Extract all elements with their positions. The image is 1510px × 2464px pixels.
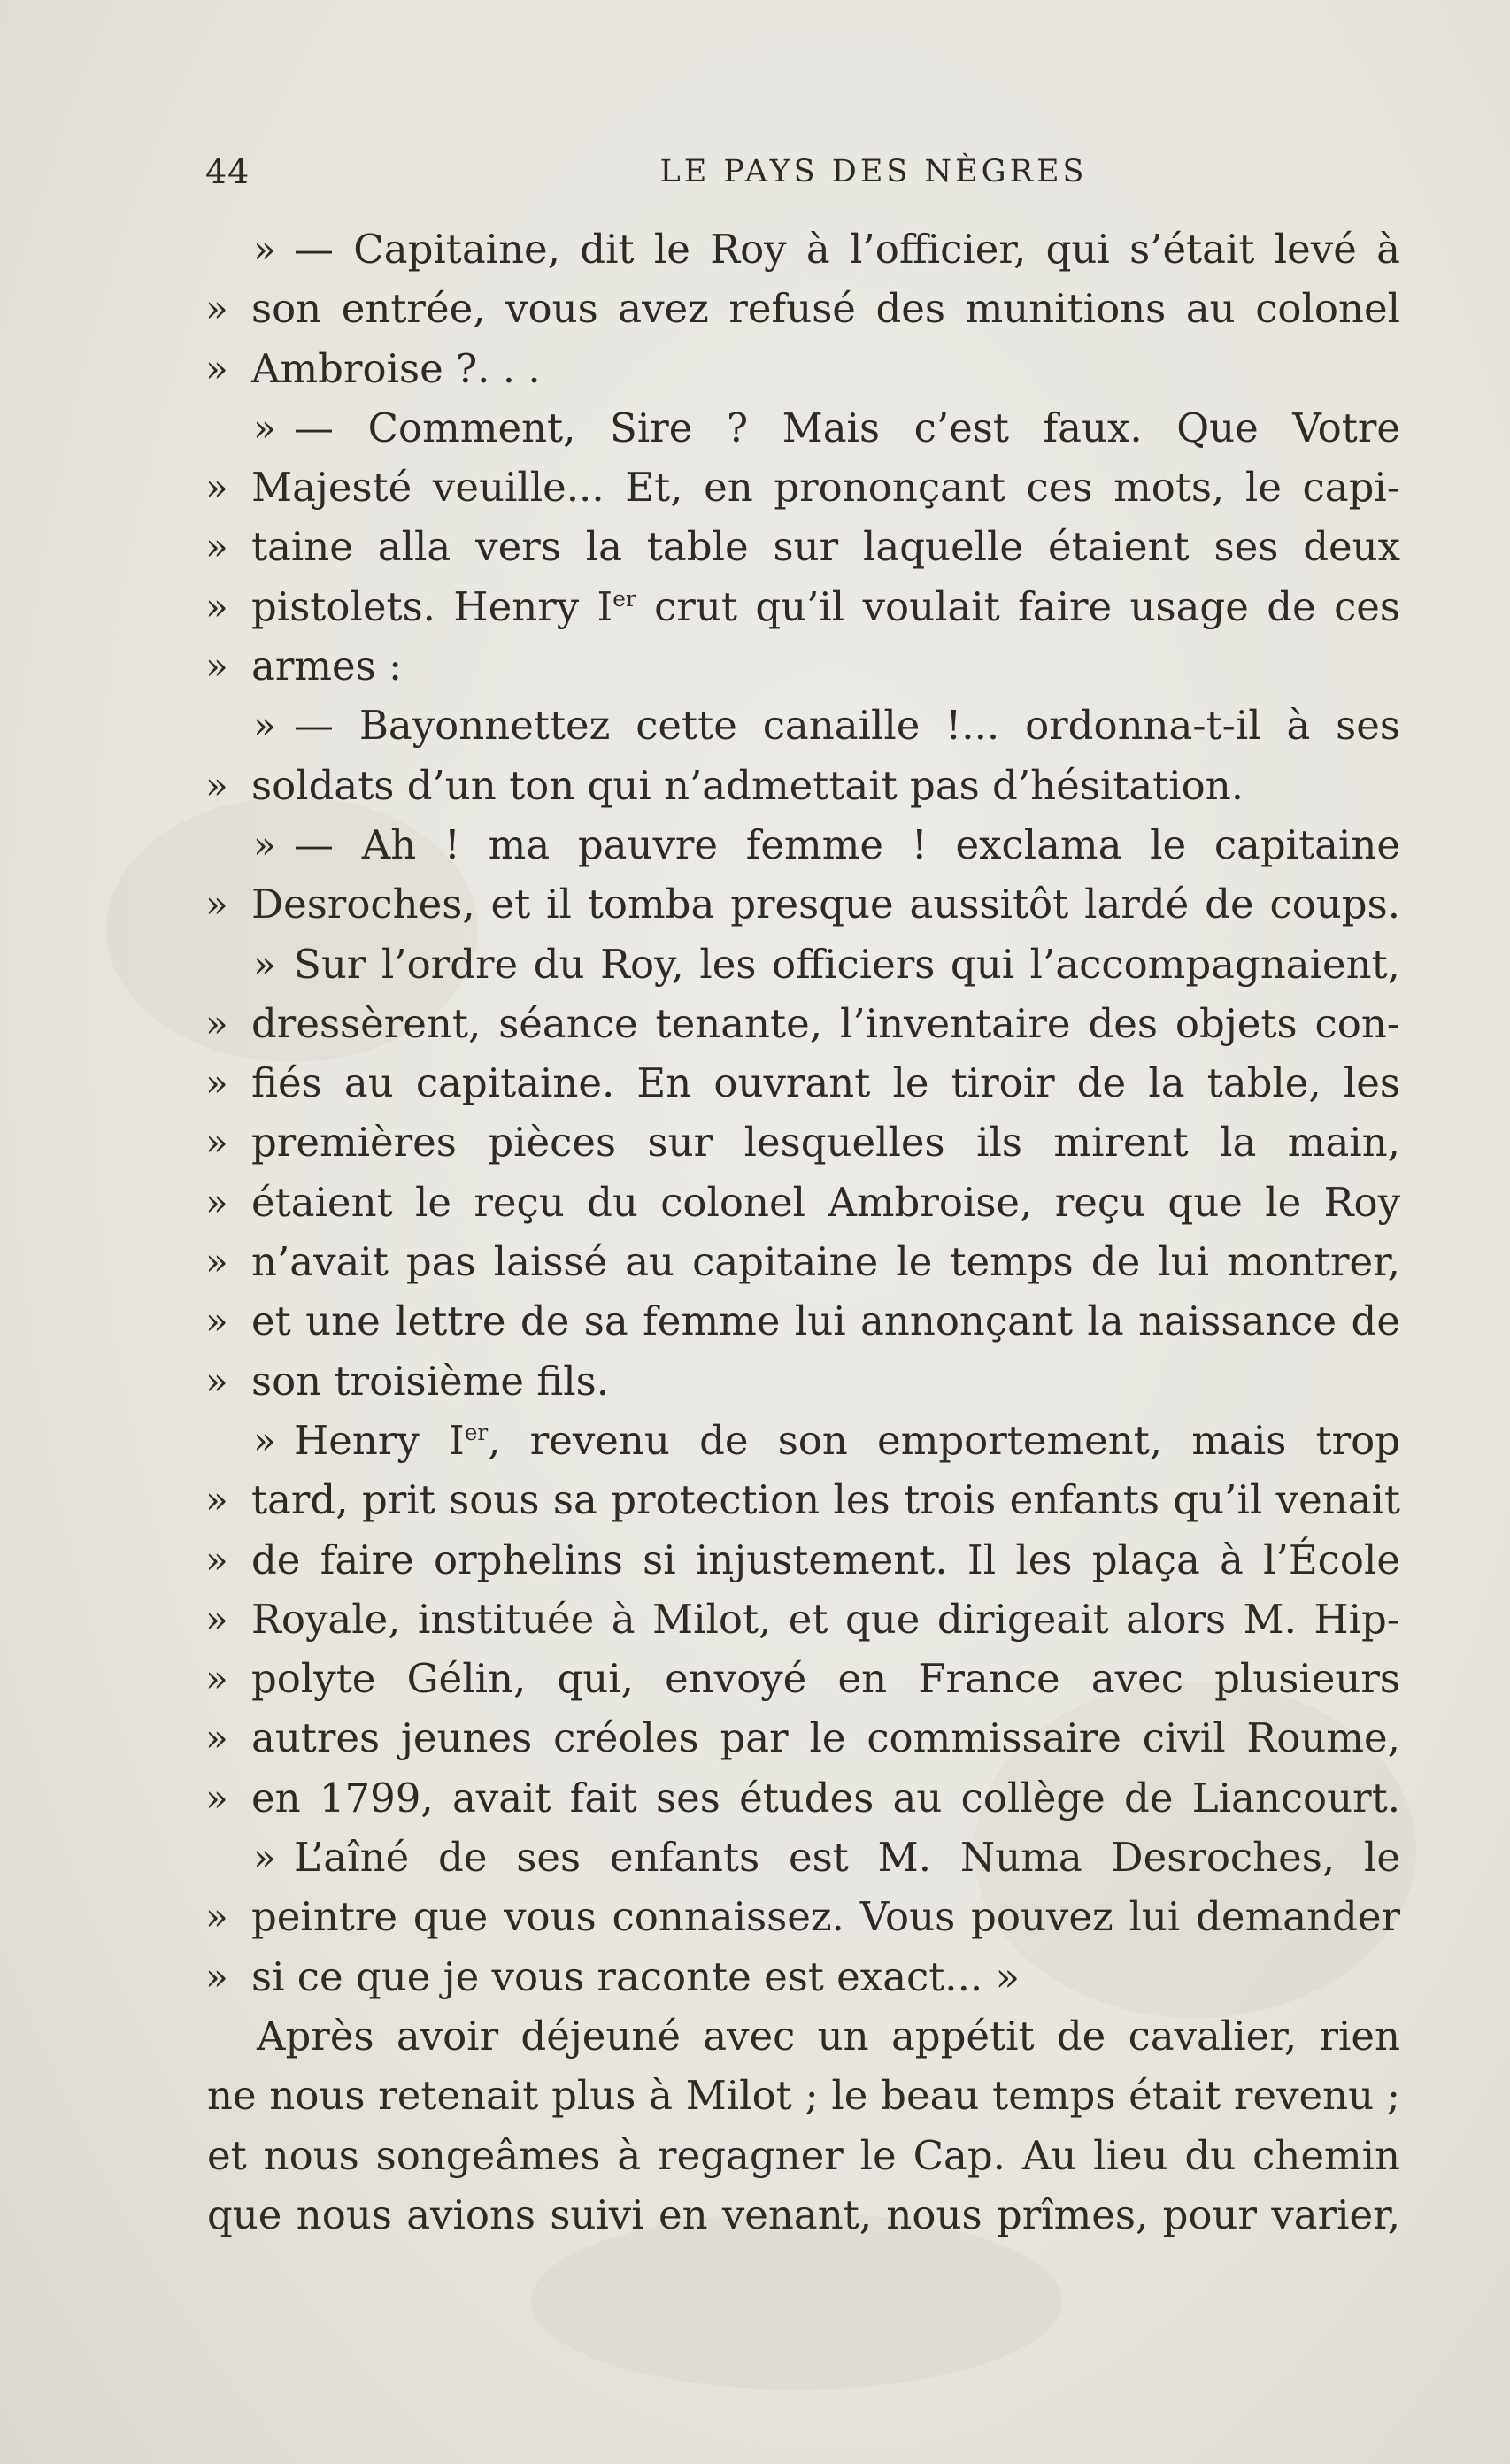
text-line bbox=[205, 1530, 1400, 1590]
line-text bbox=[251, 577, 1400, 636]
text-line bbox=[205, 2006, 1400, 2066]
text-line bbox=[205, 636, 1400, 696]
running-title: LE PAYS DES NÈGRES bbox=[659, 154, 1088, 189]
text-line bbox=[205, 1590, 1400, 1649]
line-text-part: crut qu’il voulait faire usage de ces bbox=[636, 582, 1400, 630]
text-line bbox=[205, 458, 1400, 517]
quote-mark: » bbox=[205, 1716, 228, 1760]
quote-mark: » bbox=[205, 346, 228, 390]
line-text: Sur l’ordre du Roy, les officiers qui l’accompagnaient, bbox=[294, 940, 1400, 988]
text-line bbox=[205, 696, 1400, 755]
line-text: dressèrent, séance tenante, l’inventaire des objets con- bbox=[251, 999, 1400, 1047]
quote-mark: » bbox=[205, 1120, 228, 1165]
text-line bbox=[205, 1411, 1400, 1470]
quote-mark: » bbox=[205, 1478, 228, 1522]
line-text: Royale, instituée à Milot, et que dirigeait alors M. Hip- bbox=[251, 1595, 1400, 1643]
line-text: premières pièces sur lesquelles ils mirent la main, bbox=[251, 1119, 1400, 1167]
line-text: et une lettre de sa femme lui annonçant la naissance de bbox=[251, 1297, 1400, 1345]
line-text: n’avait pas laissé au capitaine le temps de lui montrer, bbox=[251, 1238, 1400, 1286]
quote-mark: » bbox=[205, 882, 228, 927]
text-line bbox=[205, 339, 1400, 398]
quote-mark: » bbox=[205, 1061, 228, 1105]
quote-mark: » bbox=[253, 1836, 276, 1880]
line-text: — Ah ! ma pauvre femme ! exclama le capitaine bbox=[294, 820, 1400, 868]
line-text: étaient le reçu du colonel Ambroise, reçu que le Roy bbox=[251, 1178, 1400, 1226]
text-line bbox=[205, 219, 1400, 279]
quote-mark: » bbox=[205, 1895, 228, 1939]
line-text-part: Henry I bbox=[294, 1416, 465, 1464]
text-line bbox=[205, 756, 1400, 815]
quote-mark: » bbox=[253, 405, 276, 450]
superscript: er bbox=[612, 585, 636, 612]
line-text: Majesté veuille... Et, en prononçant ces mots, le capi- bbox=[251, 464, 1400, 512]
text-line bbox=[205, 398, 1400, 458]
quote-mark: » bbox=[205, 287, 228, 331]
text-line bbox=[205, 935, 1400, 994]
text-line bbox=[205, 517, 1400, 576]
text-line bbox=[205, 1351, 1400, 1411]
text-line bbox=[205, 1173, 1400, 1232]
line-text: Après avoir déjeuné avec un appétit de cavalier, rien bbox=[257, 2012, 1400, 2060]
line-text-part: , revenu de son emportement, mais trop bbox=[488, 1416, 1401, 1464]
text-line bbox=[205, 1470, 1400, 1529]
text-line bbox=[205, 1947, 1400, 2006]
line-text: si ce que je vous raconte est exact... » bbox=[251, 1952, 1021, 2000]
text-line bbox=[205, 874, 1400, 934]
text-line bbox=[205, 1708, 1400, 1767]
quote-mark: » bbox=[253, 942, 276, 986]
text-line bbox=[205, 1291, 1400, 1351]
line-text: tard, prit sous sa protection les trois enfants qu’il venait bbox=[251, 1476, 1400, 1524]
page-header bbox=[205, 152, 1400, 196]
line-text: Ambroise ?. . . bbox=[251, 344, 541, 392]
text-line bbox=[205, 2126, 1400, 2185]
quote-mark: » bbox=[205, 584, 228, 628]
text-line bbox=[205, 279, 1400, 338]
quote-mark: » bbox=[205, 1775, 228, 1820]
line-text: taine alla vers la table sur laquelle étaient ses deux bbox=[251, 523, 1400, 571]
page-number: 44 bbox=[205, 152, 250, 191]
line-text: fiés au capitaine. En ouvrant le tiroir de la table, les bbox=[251, 1059, 1400, 1107]
line-text: soldats d’un ton qui n’admettait pas d’hésitation. bbox=[251, 761, 1244, 809]
quote-mark: » bbox=[205, 1597, 228, 1641]
text-line bbox=[205, 1232, 1400, 1291]
line-text-part: pistolets. Henry I bbox=[251, 582, 613, 630]
quote-mark: » bbox=[205, 1180, 228, 1224]
line-text: son entrée, vous avez refusé des munitions au colonel bbox=[251, 285, 1400, 333]
text-line bbox=[205, 815, 1400, 874]
line-text: de faire orphelins si injustement. Il les plaça à l’École bbox=[251, 1536, 1400, 1583]
line-text: peintre que vous connaissez. Vous pouvez lui demander bbox=[251, 1893, 1400, 1941]
line-text: Desroches, et il tomba presque aussitôt lardé de coups. bbox=[251, 881, 1400, 928]
quote-mark: » bbox=[253, 227, 276, 271]
line-text: — Capitaine, dit le Roy à l’officier, qui s’était levé à bbox=[294, 226, 1400, 273]
text-line bbox=[205, 994, 1400, 1053]
quote-mark: » bbox=[205, 763, 228, 807]
line-text: en 1799, avait fait ses études au collège de Liancourt. bbox=[251, 1774, 1400, 1821]
quote-mark: » bbox=[205, 525, 228, 569]
text-line bbox=[205, 1768, 1400, 1828]
quote-mark: » bbox=[205, 1001, 228, 1045]
quote-mark: » bbox=[253, 1418, 276, 1462]
line-text: — Comment, Sire ? Mais c’est faux. Que Votre bbox=[294, 404, 1400, 451]
quote-mark: » bbox=[205, 1954, 228, 1998]
quote-mark: » bbox=[205, 1359, 228, 1403]
text-line bbox=[205, 2185, 1400, 2245]
text-line bbox=[205, 1649, 1400, 1708]
quote-mark: » bbox=[253, 704, 276, 748]
text-line bbox=[205, 1053, 1400, 1113]
line-text: et nous songeâmes à regagner le Cap. Au lieu du chemin bbox=[207, 2131, 1400, 2179]
line-text: polyte Gélin, qui, envoyé en France avec plusieurs bbox=[251, 1655, 1400, 1703]
body-text bbox=[205, 219, 1400, 2245]
text-line bbox=[205, 2066, 1400, 2125]
line-text: son troisième fils. bbox=[251, 1357, 610, 1405]
line-text: armes : bbox=[251, 643, 403, 690]
quote-mark: » bbox=[205, 466, 228, 510]
line-text: — Bayonnettez cette canaille !... ordonna-t-il à ses bbox=[294, 702, 1400, 750]
quote-mark: » bbox=[205, 1657, 228, 1701]
text-line bbox=[205, 1887, 1400, 1946]
line-text: ne nous retenait plus à Milot ; le beau temps était revenu ; bbox=[207, 2072, 1400, 2120]
quote-mark: » bbox=[205, 1537, 228, 1582]
line-text: autres jeunes créoles par le commissaire civil Roume, bbox=[251, 1714, 1400, 1762]
text-line bbox=[205, 1828, 1400, 1887]
superscript: er bbox=[464, 1419, 489, 1445]
line-text bbox=[294, 1411, 1400, 1470]
quote-mark: » bbox=[205, 644, 228, 689]
quote-mark: » bbox=[253, 822, 276, 866]
text-line bbox=[205, 577, 1400, 636]
line-text: que nous avions suivi en venant, nous prîmes, pour varier, bbox=[207, 2191, 1400, 2238]
line-text: L’aîné de ses enfants est M. Numa Desroches, le bbox=[294, 1834, 1400, 1882]
quote-mark: » bbox=[205, 1240, 228, 1284]
text-line bbox=[205, 1113, 1400, 1172]
quote-mark: » bbox=[205, 1299, 228, 1344]
